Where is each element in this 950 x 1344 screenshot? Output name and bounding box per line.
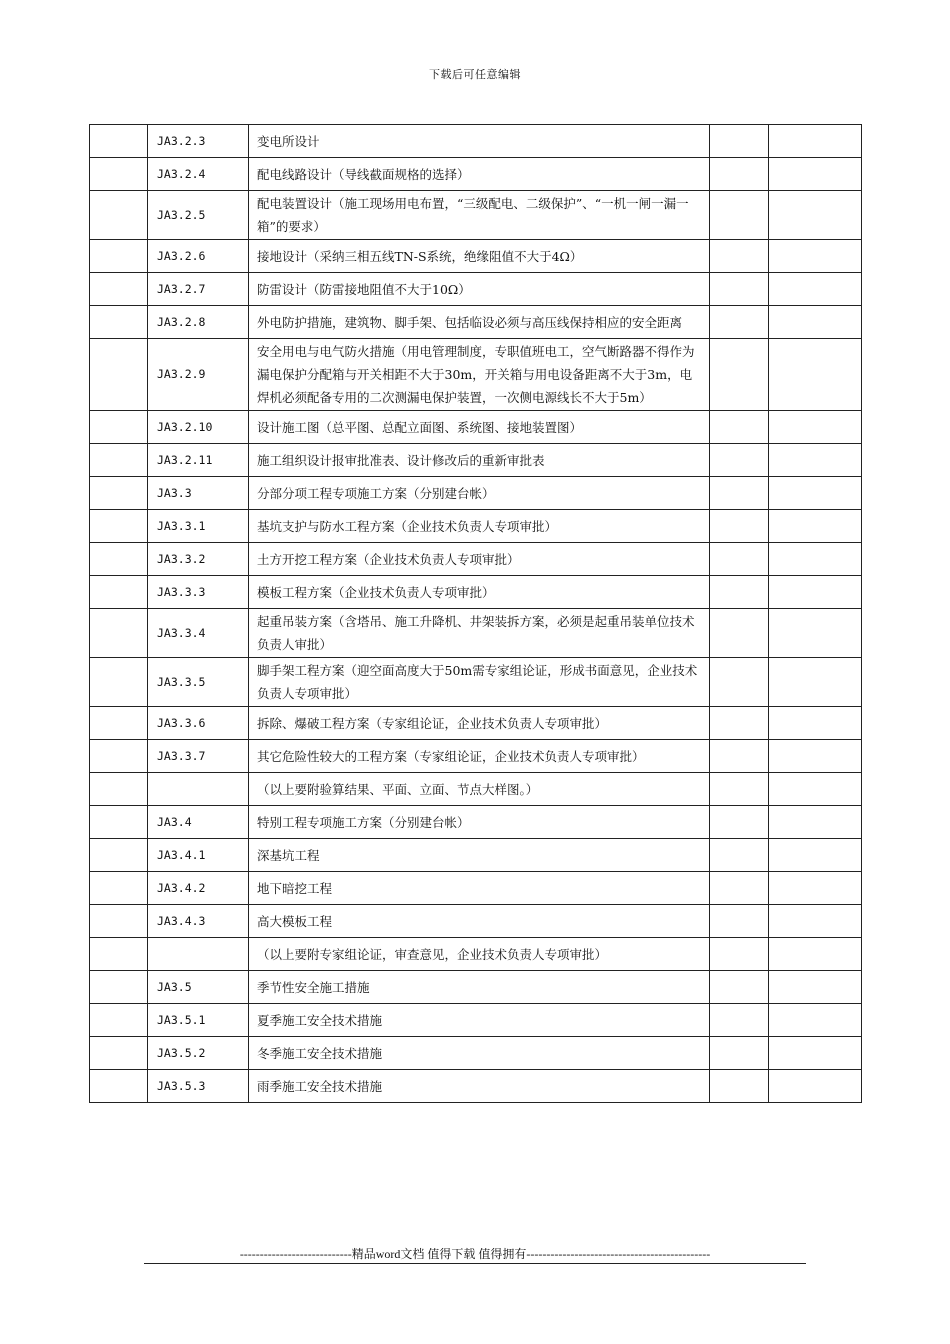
row-index-cell bbox=[90, 158, 148, 191]
row-index-cell bbox=[90, 658, 148, 707]
item-code-cell: JA3.5.1 bbox=[148, 1004, 249, 1037]
check-cell bbox=[710, 971, 769, 1004]
row-index-cell bbox=[90, 872, 148, 905]
item-description-cell: 拆除、爆破工程方案（专家组论证，企业技术负责人专项审批） bbox=[249, 707, 710, 740]
item-code-cell: JA3.4.1 bbox=[148, 839, 249, 872]
item-description-cell: 夏季施工安全技术措施 bbox=[249, 1004, 710, 1037]
item-description-cell: 分部分项工程专项施工方案（分别建台帐） bbox=[249, 477, 710, 510]
check-cell bbox=[710, 938, 769, 971]
remarks-cell bbox=[769, 740, 862, 773]
remarks-cell bbox=[769, 609, 862, 658]
remarks-cell bbox=[769, 158, 862, 191]
table-row bbox=[90, 576, 862, 609]
row-index-cell bbox=[90, 773, 148, 806]
item-description-cell: 雨季施工安全技术措施 bbox=[249, 1070, 710, 1103]
check-cell bbox=[710, 576, 769, 609]
check-cell bbox=[710, 306, 769, 339]
remarks-cell bbox=[769, 905, 862, 938]
item-code-cell: JA3.3.7 bbox=[148, 740, 249, 773]
check-cell bbox=[710, 510, 769, 543]
remarks-cell bbox=[769, 240, 862, 273]
remarks-cell bbox=[769, 839, 862, 872]
item-description-cell: （以上要附专家组论证，审查意见，企业技术负责人专项审批） bbox=[249, 938, 710, 971]
table-row bbox=[90, 444, 862, 477]
table-row bbox=[90, 125, 862, 158]
check-cell bbox=[710, 658, 769, 707]
row-index-cell bbox=[90, 125, 148, 158]
item-code-cell: JA3.3.6 bbox=[148, 707, 249, 740]
check-cell bbox=[710, 411, 769, 444]
item-description-cell: 配电装置设计（施工现场用电布置，“三级配电、二级保护”、“一机一闸一漏一箱”的要求） bbox=[249, 191, 710, 240]
table-row bbox=[90, 938, 862, 971]
row-index-cell bbox=[90, 339, 148, 411]
remarks-cell bbox=[769, 125, 862, 158]
table-row bbox=[90, 158, 862, 191]
item-description-cell: 设计施工图（总平图、总配立面图、系统图、接地装置图） bbox=[249, 411, 710, 444]
item-description-cell: 脚手架工程方案（迎空面高度大于50m需专家组论证，形成书面意见，企业技术负责人专项审批） bbox=[249, 658, 710, 707]
check-cell bbox=[710, 273, 769, 306]
row-index-cell bbox=[90, 477, 148, 510]
row-index-cell bbox=[90, 609, 148, 658]
row-index-cell bbox=[90, 707, 148, 740]
row-index-cell bbox=[90, 444, 148, 477]
check-cell bbox=[710, 1037, 769, 1070]
row-index-cell bbox=[90, 938, 148, 971]
table-row bbox=[90, 240, 862, 273]
item-description-cell: 特别工程专项施工方案（分别建台帐） bbox=[249, 806, 710, 839]
remarks-cell bbox=[769, 306, 862, 339]
table-row bbox=[90, 740, 862, 773]
item-description-cell: 其它危险性较大的工程方案（专家组论证，企业技术负责人专项审批） bbox=[249, 740, 710, 773]
item-description-cell: （以上要附验算结果、平面、立面、节点大样图。） bbox=[249, 773, 710, 806]
table-row bbox=[90, 905, 862, 938]
table-row bbox=[90, 806, 862, 839]
check-cell bbox=[710, 339, 769, 411]
row-index-cell bbox=[90, 543, 148, 576]
item-description-cell: 高大模板工程 bbox=[249, 905, 710, 938]
item-code-cell: JA3.3 bbox=[148, 477, 249, 510]
table-row bbox=[90, 658, 862, 707]
item-description-cell: 配电线路设计（导线截面规格的选择） bbox=[249, 158, 710, 191]
remarks-cell bbox=[769, 191, 862, 240]
remarks-cell bbox=[769, 971, 862, 1004]
table-row bbox=[90, 273, 862, 306]
item-description-cell: 施工组织设计报审批准表、设计修改后的重新审批表 bbox=[249, 444, 710, 477]
page-footer: ----------------------------精品word文档 值得下载 值得拥有---------------------------------------------- bbox=[239, 1247, 711, 1261]
item-description-cell: 地下暗挖工程 bbox=[249, 872, 710, 905]
item-code-cell bbox=[148, 773, 249, 806]
item-description-cell: 起重吊装方案（含塔吊、施工升降机、井架装拆方案，必须是起重吊装单位技术负责人审批） bbox=[249, 609, 710, 658]
table-row bbox=[90, 872, 862, 905]
table-row bbox=[90, 339, 862, 411]
remarks-cell bbox=[769, 1037, 862, 1070]
check-cell bbox=[710, 1004, 769, 1037]
check-cell bbox=[710, 905, 769, 938]
remarks-cell bbox=[769, 273, 862, 306]
item-code-cell: JA3.4.2 bbox=[148, 872, 249, 905]
check-cell bbox=[710, 191, 769, 240]
row-index-cell bbox=[90, 839, 148, 872]
item-description-cell: 防雷设计（防雷接地阻值不大于10Ω） bbox=[249, 273, 710, 306]
item-description-cell: 土方开挖工程方案（企业技术负责人专项审批） bbox=[249, 543, 710, 576]
item-description-cell: 外电防护措施，建筑物、脚手架、包括临设必须与高压线保持相应的安全距离 bbox=[249, 306, 710, 339]
check-cell bbox=[710, 543, 769, 576]
item-code-cell: JA3.5 bbox=[148, 971, 249, 1004]
check-cell bbox=[710, 240, 769, 273]
remarks-cell bbox=[769, 477, 862, 510]
row-index-cell bbox=[90, 806, 148, 839]
item-code-cell: JA3.5.3 bbox=[148, 1070, 249, 1103]
item-code-cell: JA3.2.3 bbox=[148, 125, 249, 158]
row-index-cell bbox=[90, 240, 148, 273]
remarks-cell bbox=[769, 339, 862, 411]
item-code-cell: JA3.2.7 bbox=[148, 273, 249, 306]
check-cell bbox=[710, 125, 769, 158]
table-row bbox=[90, 839, 862, 872]
item-description-cell: 基坑支护与防水工程方案（企业技术负责人专项审批） bbox=[249, 510, 710, 543]
check-cell bbox=[710, 477, 769, 510]
item-code-cell: JA3.2.6 bbox=[148, 240, 249, 273]
check-cell bbox=[710, 773, 769, 806]
table-row bbox=[90, 411, 862, 444]
remarks-cell bbox=[769, 707, 862, 740]
item-code-cell: JA3.2.4 bbox=[148, 158, 249, 191]
row-index-cell bbox=[90, 1004, 148, 1037]
table-row bbox=[90, 609, 862, 658]
row-index-cell bbox=[90, 306, 148, 339]
row-index-cell bbox=[90, 1037, 148, 1070]
footer-rule bbox=[144, 1263, 806, 1264]
item-description-cell: 变电所设计 bbox=[249, 125, 710, 158]
item-code-cell: JA3.3.4 bbox=[148, 609, 249, 658]
table-row bbox=[90, 191, 862, 240]
item-code-cell: JA3.2.10 bbox=[148, 411, 249, 444]
table-row bbox=[90, 306, 862, 339]
remarks-cell bbox=[769, 872, 862, 905]
remarks-cell bbox=[769, 658, 862, 707]
remarks-cell bbox=[769, 1070, 862, 1103]
check-cell bbox=[710, 609, 769, 658]
item-description-cell: 接地设计（采纳三相五线TN-S系统，绝缘阻值不大于4Ω） bbox=[249, 240, 710, 273]
table-row bbox=[90, 1070, 862, 1103]
check-cell bbox=[710, 158, 769, 191]
table-row bbox=[90, 477, 862, 510]
item-code-cell: JA3.3.1 bbox=[148, 510, 249, 543]
row-index-cell bbox=[90, 971, 148, 1004]
row-index-cell bbox=[90, 740, 148, 773]
remarks-cell bbox=[769, 806, 862, 839]
row-index-cell bbox=[90, 191, 148, 240]
page-header: 下载后可任意编辑 bbox=[429, 68, 521, 81]
item-description-cell: 冬季施工安全技术措施 bbox=[249, 1037, 710, 1070]
row-index-cell bbox=[90, 411, 148, 444]
item-code-cell bbox=[148, 938, 249, 971]
checklist-table-body bbox=[90, 125, 862, 1103]
remarks-cell bbox=[769, 510, 862, 543]
item-code-cell: JA3.3.5 bbox=[148, 658, 249, 707]
check-cell bbox=[710, 806, 769, 839]
remarks-cell bbox=[769, 938, 862, 971]
item-code-cell: JA3.2.9 bbox=[148, 339, 249, 411]
remarks-cell bbox=[769, 576, 862, 609]
table-row bbox=[90, 543, 862, 576]
remarks-cell bbox=[769, 773, 862, 806]
table-row bbox=[90, 1004, 862, 1037]
item-description-cell: 安全用电与电气防火措施（用电管理制度，专职值班电工，空气断路器不得作为漏电保护分配箱与开关相距不大于30m，开关箱与用电设备距离不大于3m，电焊机必须配备专用的二次测漏电保护装置，一次侧电源线长不大于5m） bbox=[249, 339, 710, 411]
remarks-cell bbox=[769, 444, 862, 477]
row-index-cell bbox=[90, 273, 148, 306]
check-cell bbox=[710, 1070, 769, 1103]
table-row bbox=[90, 971, 862, 1004]
remarks-cell bbox=[769, 543, 862, 576]
row-index-cell bbox=[90, 905, 148, 938]
item-code-cell: JA3.2.5 bbox=[148, 191, 249, 240]
check-cell bbox=[710, 872, 769, 905]
table-row bbox=[90, 773, 862, 806]
item-description-cell: 季节性安全施工措施 bbox=[249, 971, 710, 1004]
item-description-cell: 深基坑工程 bbox=[249, 839, 710, 872]
table-row bbox=[90, 1037, 862, 1070]
item-code-cell: JA3.3.3 bbox=[148, 576, 249, 609]
check-cell bbox=[710, 839, 769, 872]
item-code-cell: JA3.3.2 bbox=[148, 543, 249, 576]
item-code-cell: JA3.4.3 bbox=[148, 905, 249, 938]
check-cell bbox=[710, 740, 769, 773]
item-description-cell: 模板工程方案（企业技术负责人专项审批） bbox=[249, 576, 710, 609]
table-row bbox=[90, 510, 862, 543]
check-cell bbox=[710, 444, 769, 477]
row-index-cell bbox=[90, 1070, 148, 1103]
remarks-cell bbox=[769, 411, 862, 444]
item-code-cell: JA3.2.8 bbox=[148, 306, 249, 339]
checklist-table bbox=[89, 124, 862, 1103]
row-index-cell bbox=[90, 576, 148, 609]
item-code-cell: JA3.2.11 bbox=[148, 444, 249, 477]
row-index-cell bbox=[90, 510, 148, 543]
item-code-cell: JA3.5.2 bbox=[148, 1037, 249, 1070]
table-row bbox=[90, 707, 862, 740]
check-cell bbox=[710, 707, 769, 740]
item-code-cell: JA3.4 bbox=[148, 806, 249, 839]
remarks-cell bbox=[769, 1004, 862, 1037]
